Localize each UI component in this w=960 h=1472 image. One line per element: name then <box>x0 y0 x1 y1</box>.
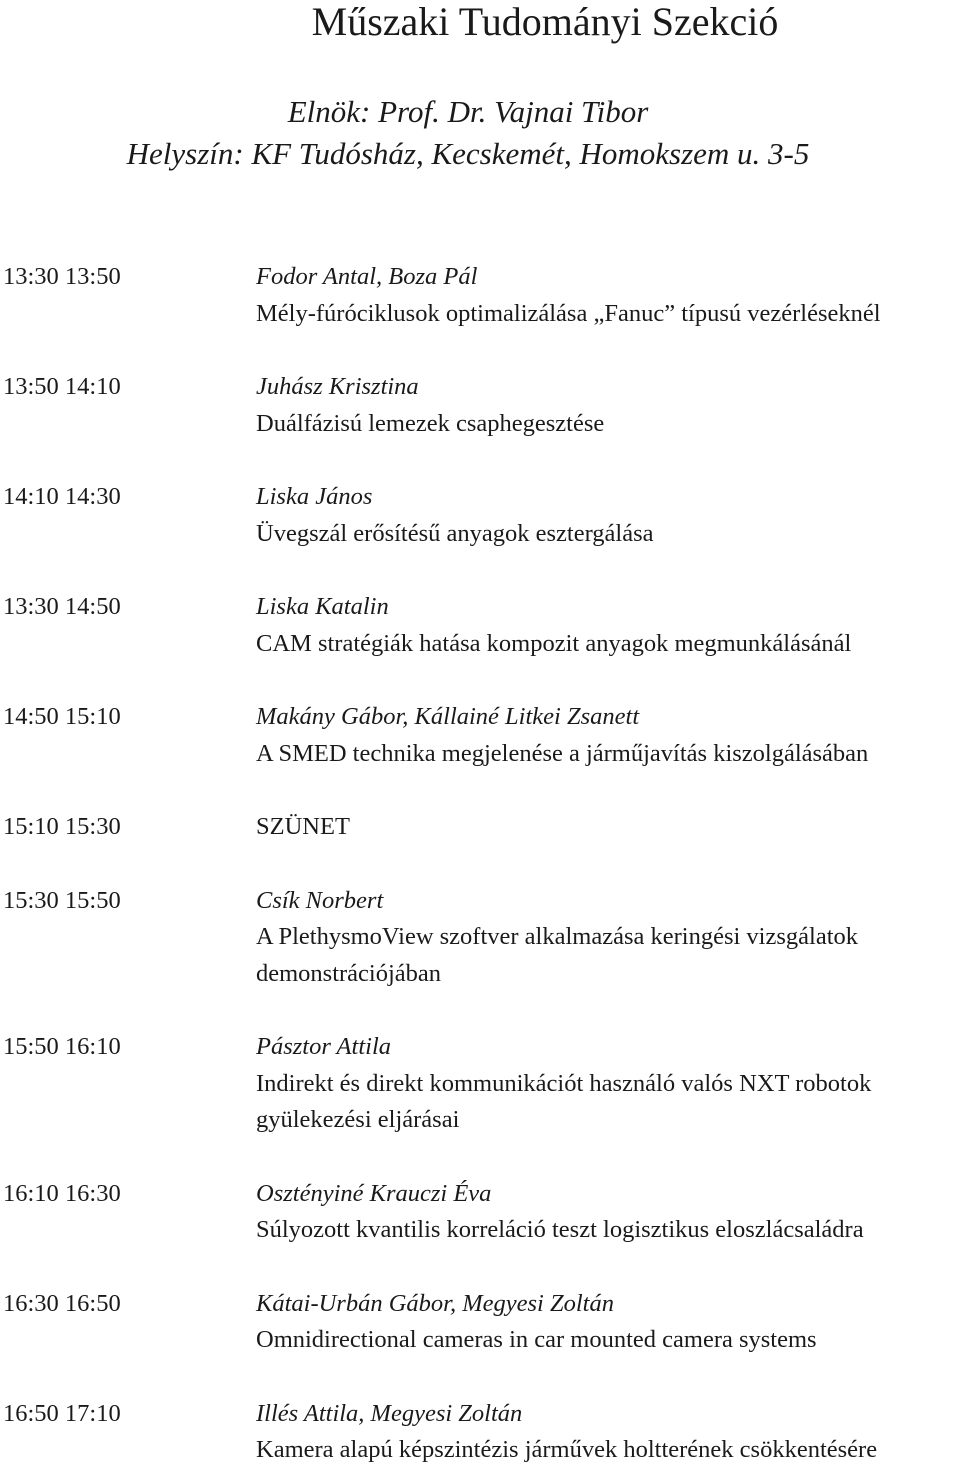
entry-talk-title: Kamera alapú képszintézis járművek holtterének csökkentésére <box>256 1436 878 1463</box>
section-title: Műszaki Tudományi Szekció <box>311 0 779 44</box>
entry-authors: Osztényiné Krauczi Éva <box>256 1179 492 1207</box>
entry-time: 16:10 16:30 <box>3 1179 121 1207</box>
schedule-entry <box>0 809 960 846</box>
entry-body <box>256 479 960 552</box>
entry-talk-title: Duálfázisú lemezek csaphegesztése <box>256 409 605 437</box>
entry-talk-title: A PlethysmoView szoftver alkalmazása keringési vizsgálatok <box>256 923 859 950</box>
entry-authors: Kátai-Urbán Gábor, Megyesi Zoltán <box>256 1289 614 1317</box>
entry-time: 13:30 13:50 <box>3 263 121 290</box>
schedule-entry <box>0 369 960 442</box>
schedule-entry <box>0 883 960 993</box>
schedule-entry <box>0 479 960 552</box>
schedule-entry <box>0 699 960 772</box>
entry-time: 14:50 15:10 <box>3 703 121 730</box>
entry-talk-title: A SMED technika megjelenése a járműjavítás kiszolgálásában <box>256 739 869 767</box>
entry-body <box>256 1286 960 1359</box>
entry-authors: Illés Attila, Megyesi Zoltán <box>256 1399 523 1427</box>
entry-body <box>256 259 960 332</box>
entry-body <box>256 369 960 442</box>
entry-talk-title: Indirekt és direkt kommunikációt használó valós NXT robotok <box>256 1069 872 1097</box>
entry-authors: Pásztor Attila <box>256 1033 392 1060</box>
entry-body <box>256 1029 960 1139</box>
schedule-entry <box>0 1396 960 1469</box>
entry-talk-title: gyülekezési eljárásai <box>256 1106 460 1133</box>
entry-body <box>256 699 960 772</box>
entry-time: 15:30 15:50 <box>3 886 121 914</box>
entry-body <box>256 883 960 993</box>
schedule-list <box>0 259 960 1469</box>
session-venue: Helyszín: KF Tudósház, Kecskemét, Homokszem u. 3-5 <box>126 136 810 171</box>
entry-time: 16:50 17:10 <box>3 1399 121 1427</box>
schedule-entry <box>0 259 960 332</box>
entry-authors: Liska Katalin <box>256 593 389 620</box>
entry-authors: Liska János <box>256 483 373 510</box>
entry-time: 13:30 14:50 <box>3 593 121 620</box>
entry-time: 15:10 15:30 <box>3 813 121 840</box>
entry-time: 14:10 14:30 <box>3 483 121 510</box>
schedule-entry <box>0 1029 960 1139</box>
schedule-entry <box>0 1286 960 1359</box>
entry-authors: Csík Norbert <box>256 886 384 914</box>
entry-talk-title: demonstrációjában <box>256 959 442 987</box>
entry-talk-title: Omnidirectional cameras in car mounted camera systems <box>256 1326 817 1353</box>
session-chair: Elnök: Prof. Dr. Vajnai Tibor <box>287 94 649 129</box>
entry-talk-title: SZÜNET <box>256 813 350 840</box>
entry-body <box>256 589 960 662</box>
entry-time: 16:30 16:50 <box>3 1289 121 1317</box>
entry-talk-title: Üvegszál erősítésű anyagok esztergálása <box>256 519 654 547</box>
entry-time: 15:50 16:10 <box>3 1033 121 1060</box>
entry-authors: Juhász Krisztina <box>256 373 419 400</box>
entry-authors: Makány Gábor, Kállainé Litkei Zsanett <box>256 703 640 730</box>
entry-time: 13:50 14:10 <box>3 373 121 400</box>
entry-body <box>256 809 960 846</box>
entry-body <box>256 1396 960 1469</box>
entry-authors: Fodor Antal, Boza Pál <box>256 263 478 290</box>
entry-talk-title: Mély-fúróciklusok optimalizálása „Fanuc” típusú vezérléseknél <box>256 299 881 327</box>
schedule-entry <box>0 589 960 662</box>
schedule-entry <box>0 1176 960 1249</box>
entry-talk-title: CAM stratégiák hatása kompozit anyagok megmunkálásánál <box>256 629 852 657</box>
entry-talk-title: Súlyozott kvantilis korreláció teszt logisztikus eloszlácsaládra <box>256 1216 864 1243</box>
entry-body <box>256 1176 960 1249</box>
